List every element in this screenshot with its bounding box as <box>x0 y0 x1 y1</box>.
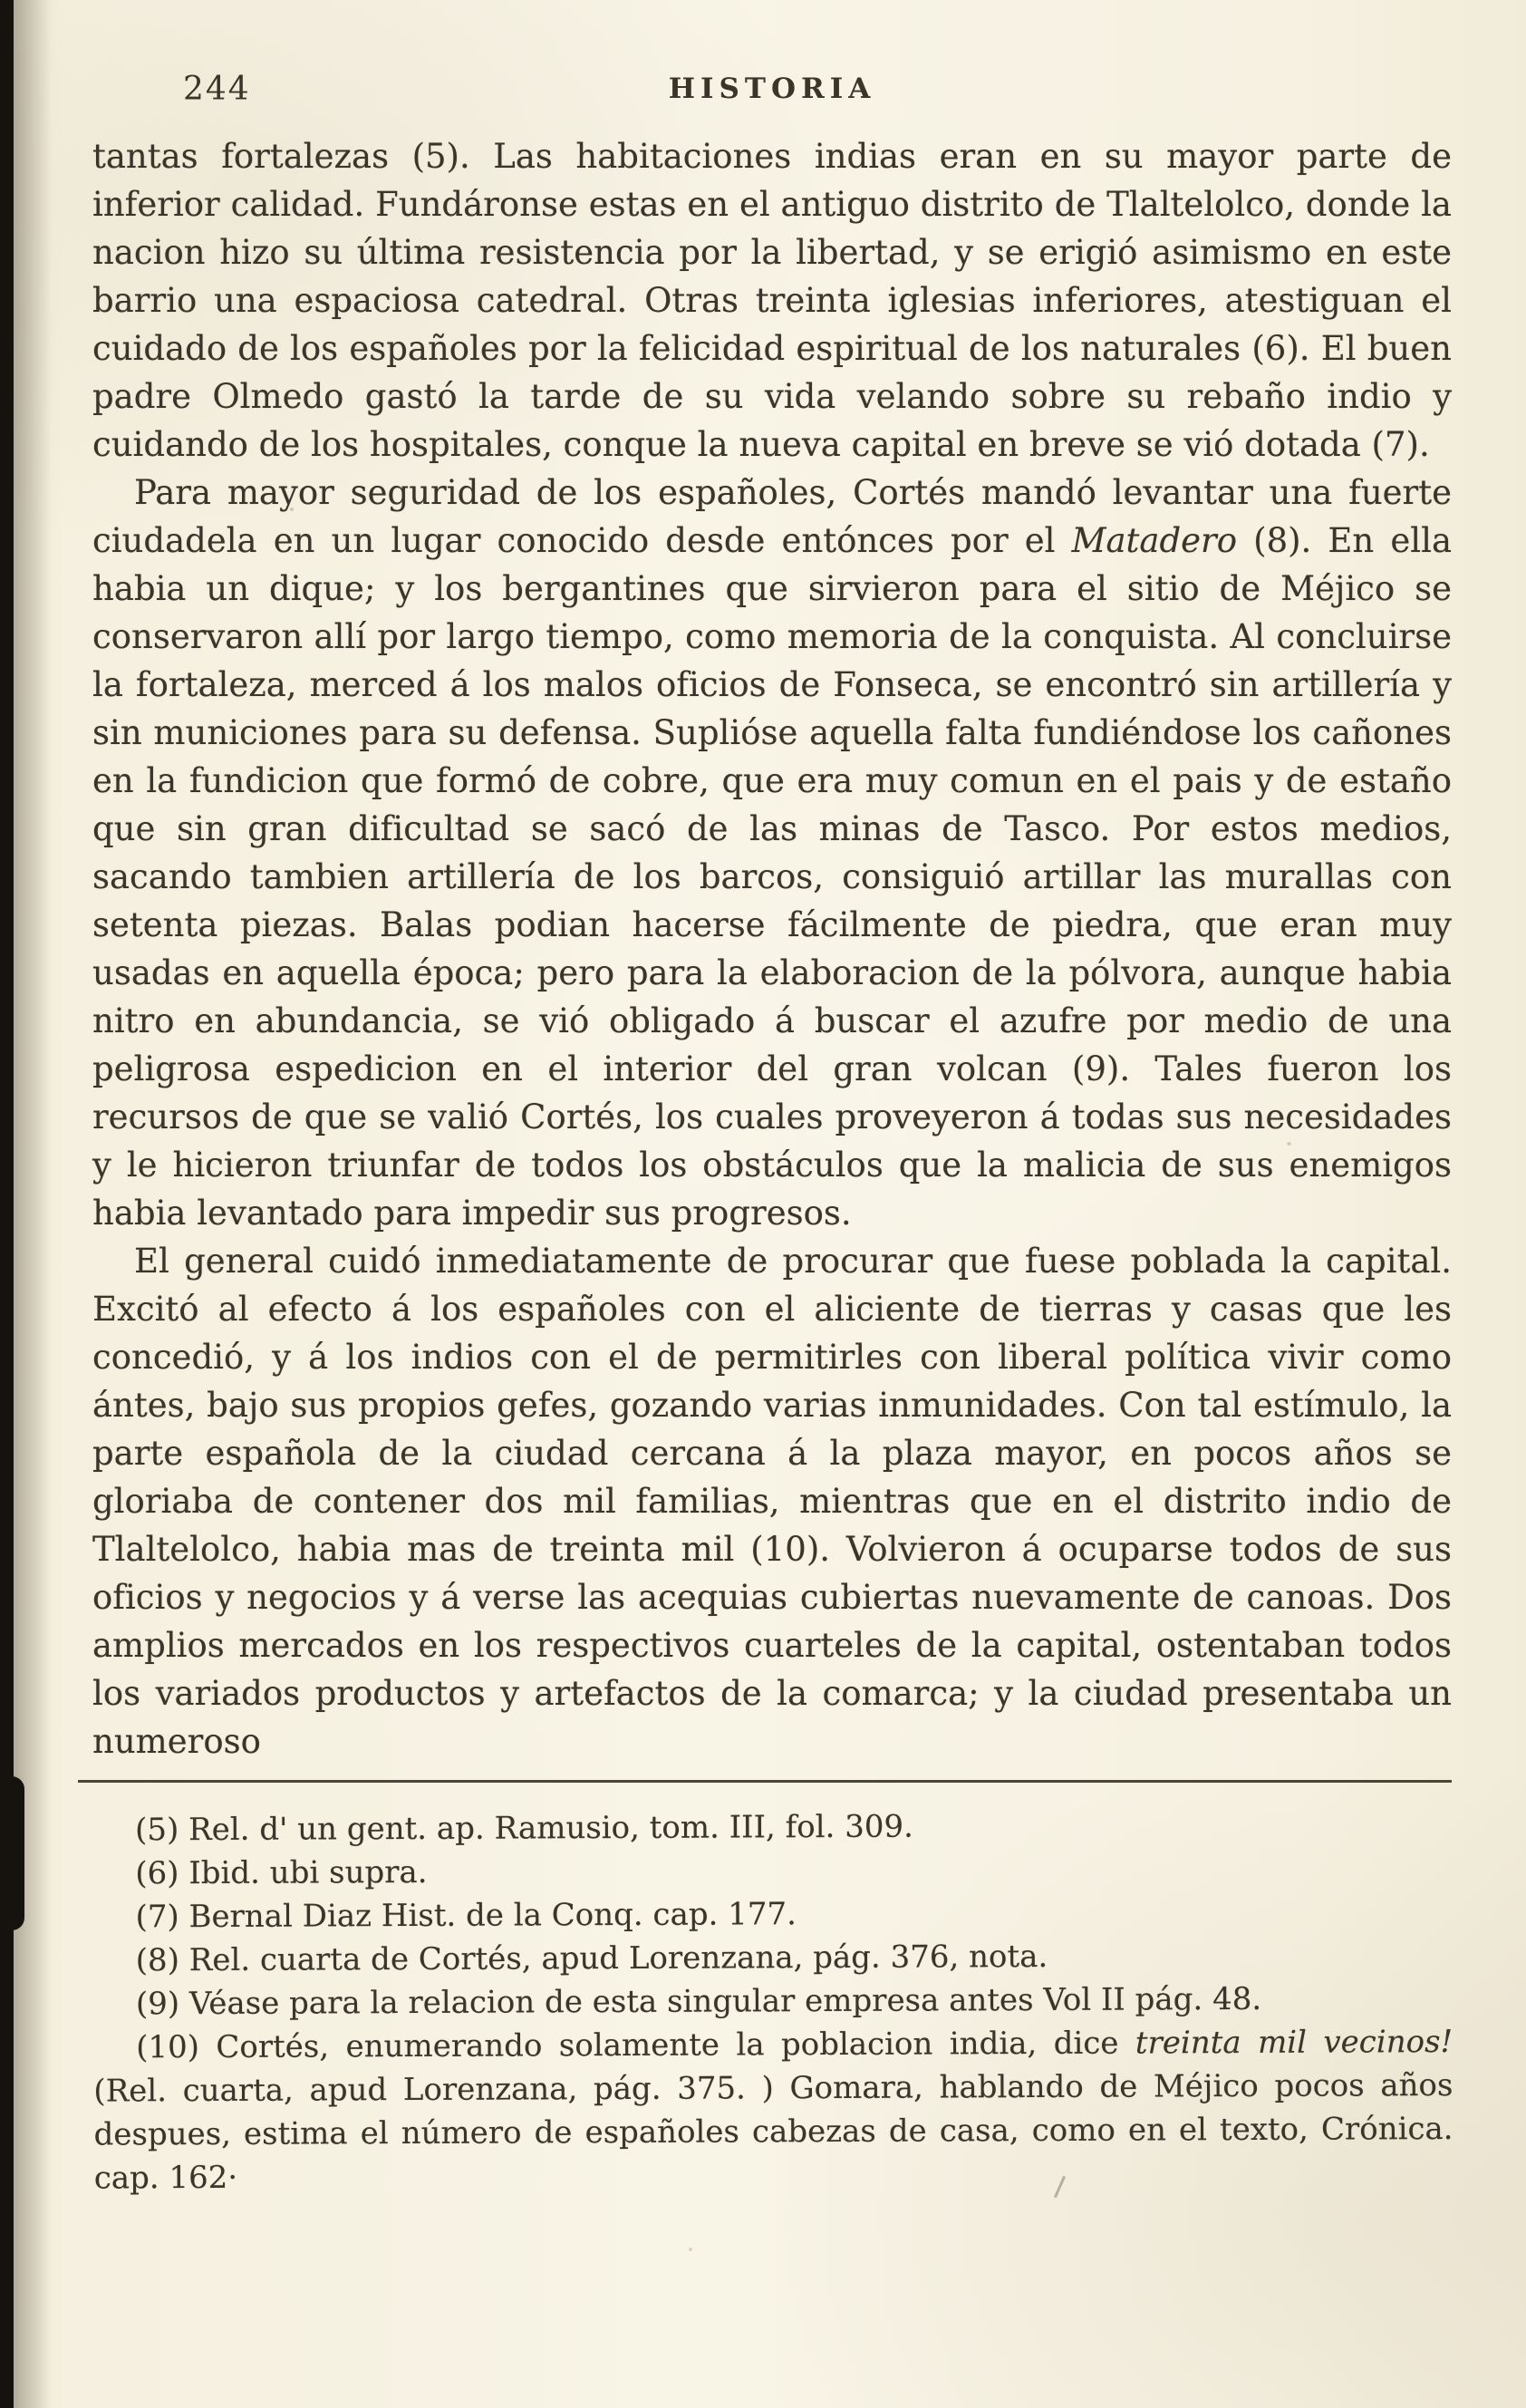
footnote <box>93 2020 1454 2200</box>
footnote <box>92 1890 1452 1939</box>
body-text <box>92 132 1452 1765</box>
italic-text-run: treinta mil vecinos! <box>1135 2023 1454 2062</box>
paragraph <box>92 1237 1452 1765</box>
running-title: HISTORIA <box>668 73 876 105</box>
footnote <box>93 1977 1453 2026</box>
text-run: (5) Rel. d' un gent. ap. Ramusio, tom. III, fol. 309. <box>135 1808 913 1849</box>
paper-speck <box>689 2248 692 2251</box>
footnote-divider <box>78 1780 1452 1783</box>
text-run: (8) Rel. cuarta de Cortés, apud Lorenzana, pág. 376, nota. <box>135 1938 1048 1979</box>
text-run: (8). En ella habia un dique; y los bergantines que sirvieron para el sitio de Méjico se conservaron allí por largo tiempo, como memoria de la conquista. Al concluirse la fortaleza, merced á los malos oficios de Fonseca, se encontró sin artillería y sin municiones para su defensa. Suplióse aquella falta fundiéndose los cañones en la fundicion que formó de cobre, que era muy comun en el pais y de estaño que sin gran dificultad se sacó de las minas de Tasco. Por estos medios, sacando tambien artillería de los barcos, consiguió artillar las murallas con setenta piezas. Balas podian hacerse fácilmente de piedra, que eran muy usadas en aquella época; pero para la elaboracion de la pólvora, aunque habia nitro en abundancia, se vió obligado á buscar el azufre por medio de una peligrosa espedicion en el interior del gran volcan (9). Tales fueron los recursos de que se valió Cortés, los cuales proveyeron á todas sus necesidades y le hicieron triunfar de todos los obstáculos que la malicia de sus enemigos habia levantado para impedir sus progresos. <box>92 521 1452 1233</box>
scan-edge-blot <box>0 1776 24 1930</box>
text-run: Para mayor seguridad de los españoles, Cortés mandó levantar una fuerte ciudadela en un lugar conocido desde entónces por el <box>92 473 1452 560</box>
footnote <box>92 1803 1452 1852</box>
page-header <box>92 67 1452 116</box>
text-run: (7) Bernal Diaz Hist. de la Conq. cap. 177. <box>135 1896 797 1936</box>
scan-edge-shadow <box>14 0 52 2408</box>
text-run: (6) Ibid. ubi supra. <box>135 1853 428 1892</box>
paragraph <box>92 469 1452 1237</box>
paragraph <box>92 132 1452 469</box>
page-content <box>92 67 1454 2197</box>
text-run: (10) Cortés, enumerando solamente la poblacion india, dice <box>136 2025 1135 2066</box>
text-run: tantas fortalezas (5). Las habitaciones indias eran en su mayor parte de inferior calidad. Fundáronse estas en el antiguo distrito de Tlaltelolco, donde la nacion hizo su última resistencia por la libertad, y se erigió asimismo en este barrio una espaciosa catedral. Otras treinta iglesias inferiores, atestiguan el cuidado de los españoles por la felicidad espiritual de los naturales (6). El buen padre Olmedo gastó la tarde de su vida velando sobre su rebaño indio y cuidando de los hospitales, conque la nueva capital en breve se vió dotada (7). <box>92 137 1452 464</box>
scan-edge-left <box>0 0 14 2408</box>
footnotes <box>92 1803 1454 2200</box>
footnote <box>92 1846 1452 1896</box>
footnote <box>93 1933 1453 1983</box>
text-run: El general cuidó inmediatamente de procurar que fuese poblada la capital. Excitó al efecto á los españoles con el aliciente de tierras y casas que les concedió, y á los indios con el de permitirles con liberal política vivir como ántes, bajo sus propios gefes, gozando varias inmunidades. Con tal estímulo, la parte española de la ciudad cercana á la plaza mayor, en pocos años se gloriaba de contener dos mil familias, mientras que en el distrito indio de Tlaltelolco, habia mas de treinta mil (10). Volvieron á ocuparse todos de sus oficios y negocios y á verse las acequias cubiertas nuevamente de canoas. Dos amplios mercados en los respectivos cuarteles de la capital, ostentaban todos los variados productos y artefactos de la comarca; y la ciudad presentaba un numeroso <box>92 1242 1452 1761</box>
italic-text-run: Matadero <box>1071 521 1238 560</box>
text-run: (9) Véase para la relacion de esta singular empresa antes Vol II pág. 48. <box>135 1980 1262 2023</box>
text-run: (Rel. cuarta, apud Lorenzana, pág. 375. ) Gomara, hablando de Méjico pocos años despues, estima el número de españoles cabezas de casa, como en el texto, Crónica. cap. 162· <box>93 2066 1454 2197</box>
page-number: 244 <box>183 71 251 108</box>
